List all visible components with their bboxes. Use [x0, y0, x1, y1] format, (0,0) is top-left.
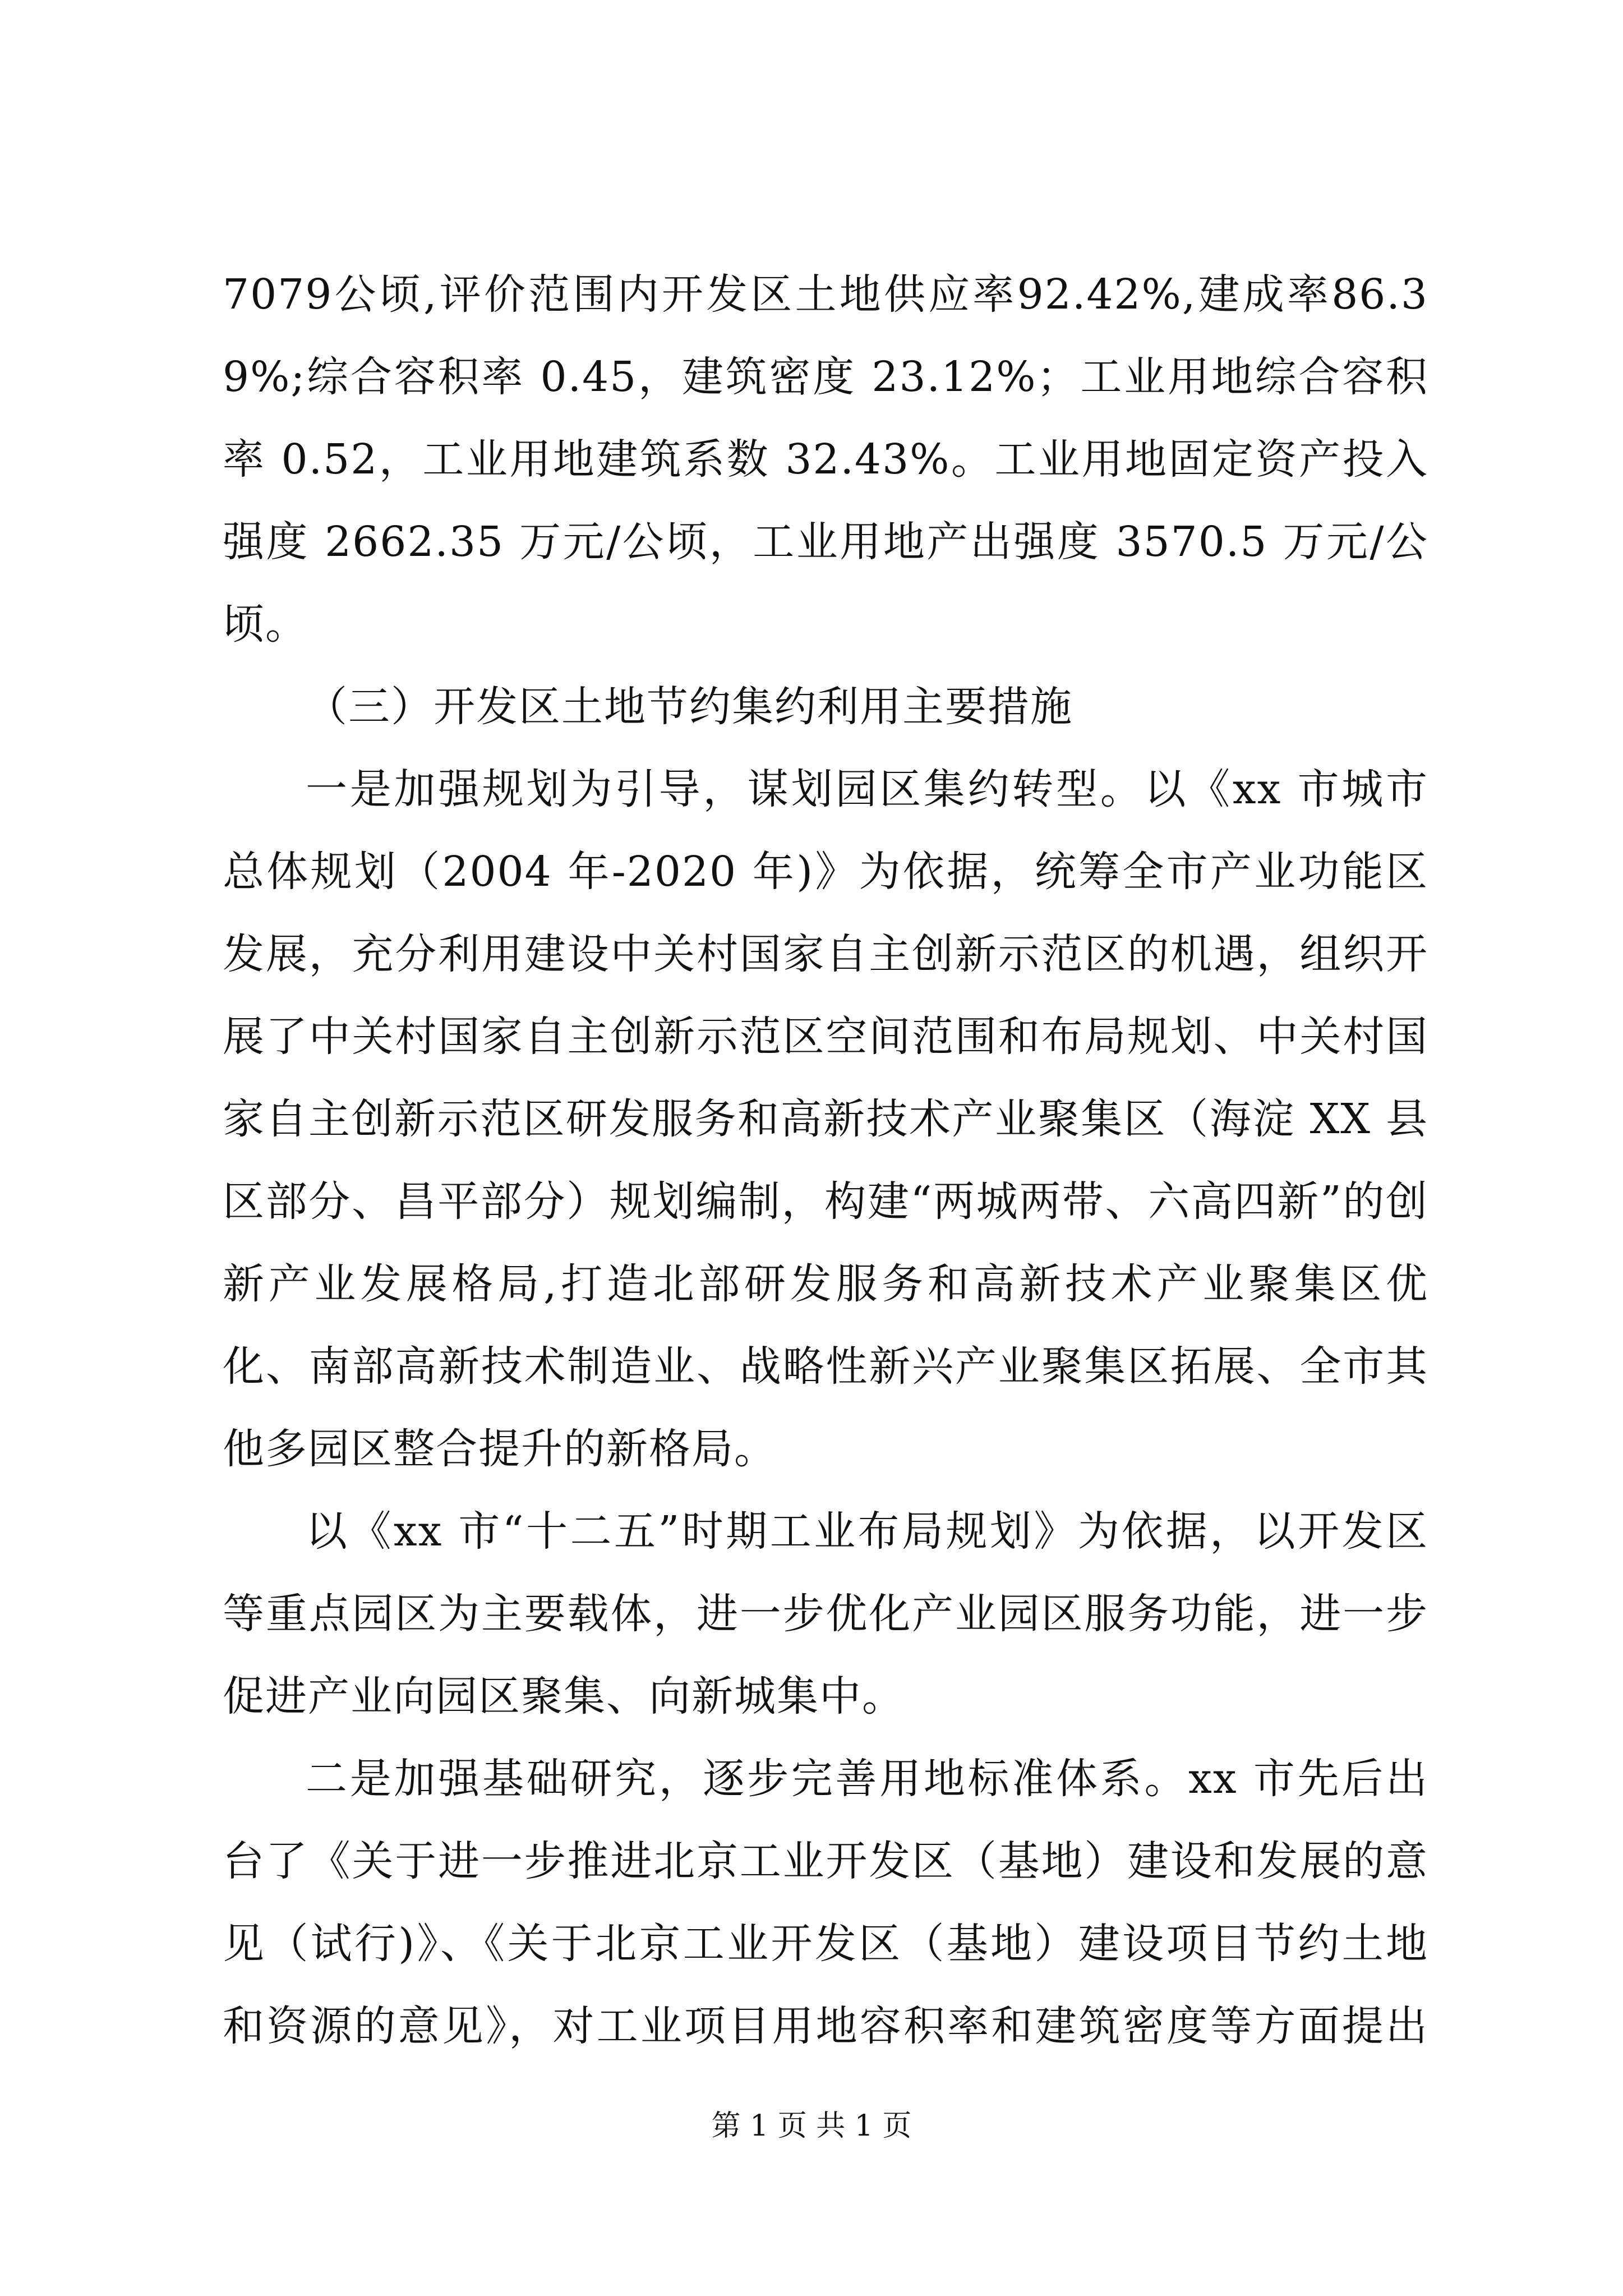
paragraph-industrial-layout: 以《xx 市“十二五”时期工业布局规划》为依据，以开发区等重点园区为主要载体，进一步优化产业园区服务功能，进一步促进产业向园区聚集、向新城集中。	[223, 1507, 1428, 1720]
section-heading-measures: （三）开发区土地节约集约利用主要措施	[306, 683, 1073, 731]
paragraph-planning-guidance: 一是加强规划为引导，谋划园区集约转型。以《xx 市城市总体规划（2004 年-2020 年)》为依据，统筹全市产业功能区发展，充分利用建设中关村国家自主创新示范区的机遇，组织开展了中关村国家自主创新示范区空间范围和布局规划、中关村国家自主创新示范区研发服务和高新技术产业聚集区（海淀 XX 县区部分、昌平部分）规划编制，构建“两城两带、六高四新”的创新产业发展格局,打造北部研发服务和高新技术产业聚集区优化、南部高新技术制造业、战略性新兴产业聚集区拓展、全市其他多园区整合提升的新格局。	[223, 765, 1428, 1473]
paragraph-basic-research: 二是加强基础研究，逐步完善用地标准体系。xx 市先后出台了《关于进一步推进北京工业开发区（基地）建设和发展的意见（试行)》、《关于北京工业开发区（基地）建设项目节约土地和资源的意见》，对工业项目用地容积率和建筑密度等方面提出	[223, 1755, 1428, 2050]
document-body	[223, 254, 1428, 2068]
paragraph-land-statistics: 7079公顷,评价范围内开发区土地供应率92.42%,建成率86.39%;综合容积率 0.45，建筑密度 23.12%；工业用地综合容积率 0.52，工业用地建筑系数 32.43%。工业用地固定资产投入强度 2662.35 万元/公顷，工业用地产出强度 3570.5 万元/公顷。	[223, 270, 1428, 648]
page-footer: 第 1 页 共 1 页	[711, 2109, 912, 2143]
